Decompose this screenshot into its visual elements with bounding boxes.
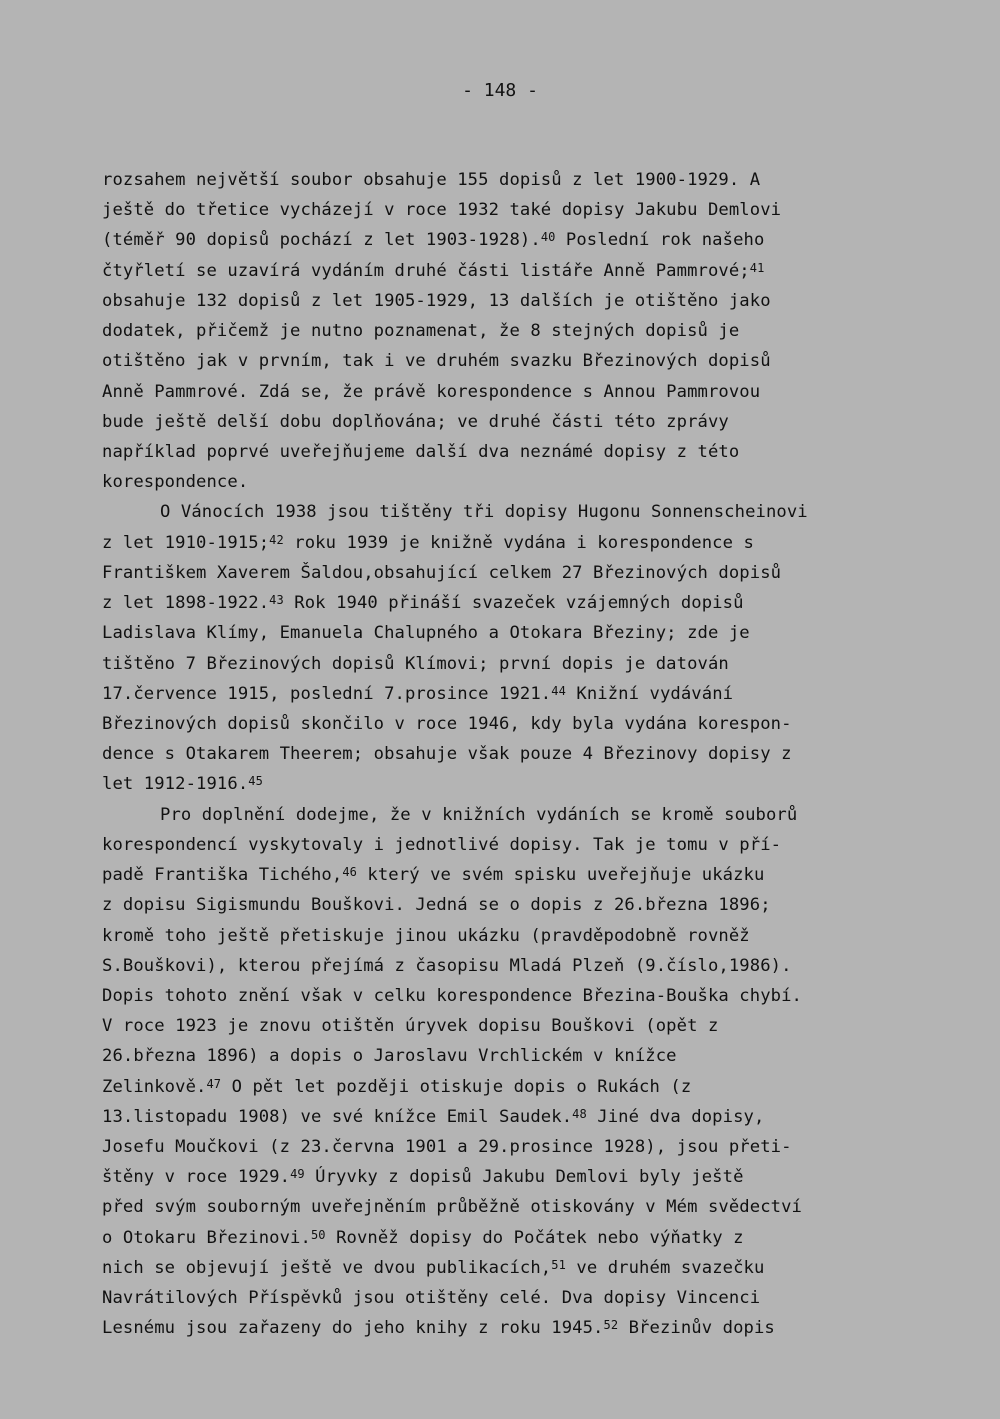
line-text: Pro doplnění dodejme, že v knižních vydáních se kromě souborů xyxy=(160,804,798,825)
line-text: z let 1898-1922. xyxy=(102,593,270,614)
line-text: bude ještě delší dobu doplňována; ve druhé části této zprávy xyxy=(102,411,729,432)
line-text-continued: Poslední rok našeho xyxy=(555,230,765,251)
footnote-reference: 46 xyxy=(342,865,357,880)
line-text: Zelinkově. xyxy=(102,1076,207,1097)
line-text: tištěno 7 Březinových dopisů Klímovi; první dopis je datován xyxy=(102,653,729,674)
text-line xyxy=(102,1076,692,1097)
text-line xyxy=(102,713,792,734)
text-line xyxy=(102,595,744,612)
line-text: například poprvé uveřejňujeme další dva neznámé dopisy z této xyxy=(102,441,740,462)
footnote-reference: 45 xyxy=(248,774,263,789)
line-text-continued: Jiné dva dopisy, xyxy=(586,1106,765,1127)
footnote-reference: 48 xyxy=(572,1106,587,1121)
footnote-reference: 43 xyxy=(269,593,284,608)
line-text: Dopis tohoto znění však v celku korespondence Březina-Bouška chybí. xyxy=(102,985,802,1006)
text-line xyxy=(102,290,771,311)
text-line xyxy=(102,1048,677,1065)
text-line xyxy=(102,653,729,674)
line-text-continued: Rovněž dopisy do Počátek nebo výňatky z xyxy=(325,1227,744,1248)
text-line xyxy=(102,1169,744,1186)
text-line xyxy=(102,834,782,855)
line-text: z let 1910-1915; xyxy=(102,532,270,553)
line-text: 17.července 1915, poslední 7.prosince 1921. xyxy=(102,683,552,704)
line-text-continued: ve druhém svazečku xyxy=(565,1257,765,1278)
text-line xyxy=(102,441,740,462)
text-line xyxy=(102,746,792,763)
line-text: dodatek, přičemž je nutno poznamenat, že 8 stejných dopisů je xyxy=(102,321,740,342)
line-text: padě Františka Tichého, xyxy=(102,865,343,886)
footnote-reference: 47 xyxy=(206,1076,222,1091)
line-text-continued: O pět let později otiskuje dopis o Rukách (z xyxy=(221,1076,692,1097)
text-line xyxy=(102,985,802,1006)
text-line xyxy=(102,625,750,642)
line-text: 26.března 1896) a dopis o Jaroslavu Vrchlickém v knížce xyxy=(102,1046,677,1067)
line-text: čtyřletí se uzavírá vydáním druhé části listáře Anně Pammrové; xyxy=(102,260,750,281)
line-text: Březinových dopisů skončilo v roce 1946, kdy byla vydána korespon- xyxy=(102,713,792,734)
text-line xyxy=(102,474,248,491)
text-line xyxy=(102,172,760,189)
text-line xyxy=(102,1290,760,1307)
text-line xyxy=(102,925,750,946)
text-line xyxy=(102,776,263,793)
text-line xyxy=(102,323,739,340)
text-line xyxy=(102,1106,765,1127)
footnote-reference: 41 xyxy=(749,260,765,275)
line-text: ještě do třetice vycházejí v roce 1932 také dopisy Jakubu Demlovi xyxy=(102,200,782,221)
text-line xyxy=(102,867,764,884)
text-line xyxy=(160,504,808,521)
text-line xyxy=(102,1199,802,1216)
footnote-reference: 51 xyxy=(551,1257,566,1272)
line-text: O Vánocích 1938 jsou tištěny tři dopisy Hugonu Sonnenscheinovi xyxy=(160,502,808,523)
line-text: Ladislava Klímy, Emanuela Chalupného a Otokara Březiny; zde je xyxy=(102,623,750,644)
line-text: S.Bouškovi), kterou přejímá z časopisu Mladá Plzeň (9.číslo,1986). xyxy=(102,955,792,976)
line-text-continued: Březinův dopis xyxy=(618,1318,775,1339)
line-text-continued: Knižní vydávání xyxy=(565,683,734,704)
line-text: let 1912-1916. xyxy=(102,774,249,795)
line-text: rozsahem největší soubor obsahuje 155 dopisů z let 1900-1929. A xyxy=(102,170,761,190)
line-text: o Otokaru Březinovi. xyxy=(102,1227,311,1248)
line-text: V roce 1923 je znovu otištěn úryvek dopisu Bouškovi (opět z xyxy=(102,1016,719,1037)
text-line xyxy=(102,532,754,553)
text-line xyxy=(102,897,771,914)
text-line xyxy=(102,1257,765,1278)
text-line xyxy=(102,1320,775,1337)
line-text: korespondencí vyskytovaly i jednotlivé dopisy. Tak je tomu v pří- xyxy=(102,834,782,855)
line-text: před svým souborným uveřejněním průběžně otiskovány v Mém svědectví xyxy=(102,1197,802,1218)
line-text-continued: Rok 1940 přináší svazeček vzájemných dopisů xyxy=(283,593,744,614)
line-text: obsahuje 132 dopisů z let 1905-1929, 13 dalších je otištěno jako xyxy=(102,290,771,311)
line-text-continued: který ve svém spisku uveřejňuje ukázku xyxy=(356,865,765,886)
text-line xyxy=(102,411,729,432)
text-line xyxy=(102,353,771,370)
text-line xyxy=(102,955,792,976)
line-text-continued: roku 1939 je knižně vydána i korespondence s xyxy=(283,532,754,553)
text-line xyxy=(102,1018,718,1035)
text-line xyxy=(102,1227,744,1248)
text-line xyxy=(160,804,798,825)
text-line xyxy=(102,232,764,249)
footnote-reference: 49 xyxy=(290,1167,305,1182)
text-line xyxy=(102,1139,792,1156)
text-line xyxy=(102,562,782,583)
line-text: (téměř 90 dopisů pochází z let 1903-1928). xyxy=(102,230,541,251)
text-line xyxy=(102,381,761,402)
footnote-reference: 42 xyxy=(269,532,284,547)
footnote-reference: 44 xyxy=(551,683,566,698)
line-text: 13.listopadu 1908) ve své knížce Emil Saudek. xyxy=(102,1106,573,1127)
text-line xyxy=(102,683,734,704)
line-text: otištěno jak v prvním, tak i ve druhém svazku Březinových dopisů xyxy=(102,351,771,372)
line-text: korespondence. xyxy=(102,472,249,493)
page-number: - 148 - xyxy=(462,80,538,101)
line-text: nich se objevují ještě ve dvou publikacích, xyxy=(102,1257,552,1278)
text-line xyxy=(102,202,781,219)
line-text-continued: Úryvky z dopisů Jakubu Demlovi byly ještě xyxy=(304,1167,744,1188)
line-text: kromě toho ještě přetiskuje jinou ukázku (pravděpodobně rovněž xyxy=(102,925,750,946)
text-line xyxy=(102,260,765,281)
line-text: z dopisu Sigismundu Bouškovi. Jedná se o dopis z 26.března 1896; xyxy=(102,895,771,916)
footnote-reference: 40 xyxy=(540,230,556,245)
line-text: dence s Otakarem Theerem; obsahuje však pouze 4 Březinovy dopisy z xyxy=(102,744,792,765)
line-text: štěny v roce 1929. xyxy=(102,1167,291,1188)
line-text: Anně Pammrové. Zdá se, že právě korespondence s Annou Pammrovou xyxy=(102,381,761,402)
line-text: Lesnému jsou zařazeny do jeho knihy z roku 1945. xyxy=(102,1318,604,1339)
footnote-reference: 50 xyxy=(310,1227,326,1242)
footnote-reference: 52 xyxy=(603,1318,619,1333)
line-text: Františkem Xaverem Šaldou,obsahující celkem 27 Březinových dopisů xyxy=(102,562,782,583)
line-text: Josefu Moučkovi (z 23.června 1901 a 29.prosince 1928), jsou přeti- xyxy=(102,1137,792,1158)
line-text: Navrátilových Příspěvků jsou otištěny celé. Dva dopisy Vincenci xyxy=(102,1288,761,1309)
